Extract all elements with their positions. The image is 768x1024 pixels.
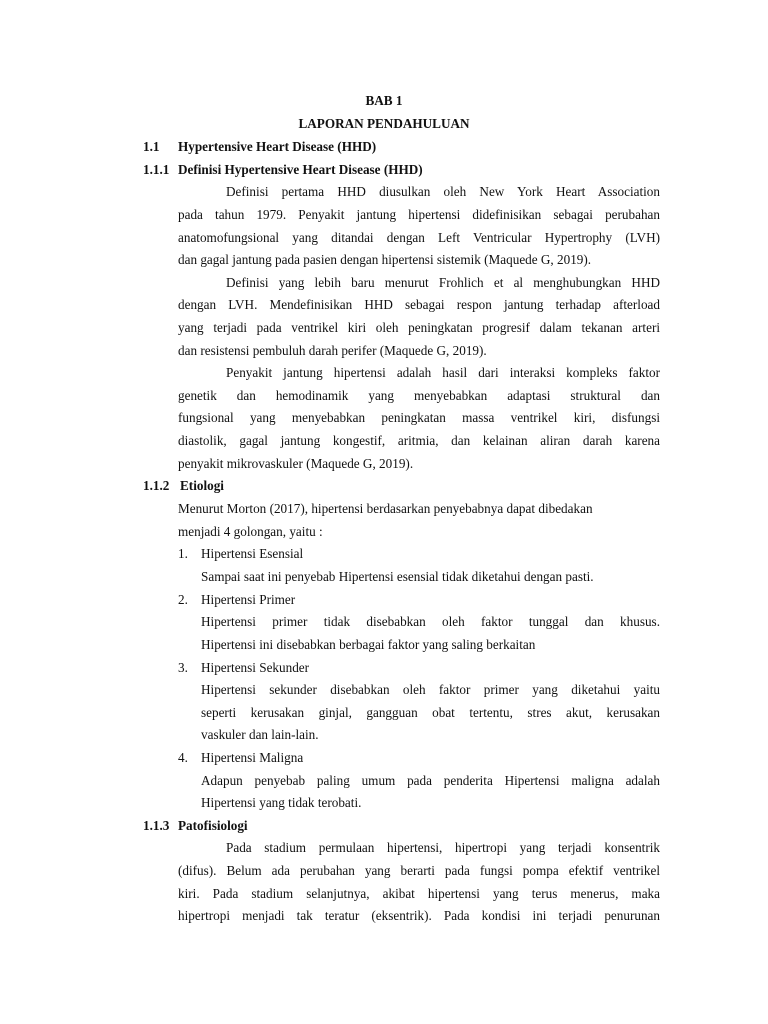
section-1-1-1-title: Definisi Hypertensive Heart Disease (HHD) [178, 162, 423, 177]
list-item-number: 4. [178, 750, 188, 765]
list-item-text: vaskuler dan lain-lain. [201, 727, 319, 742]
chapter-title: LAPORAN PENDAHULUAN [298, 116, 470, 131]
list-item-number: 1. [178, 546, 188, 561]
paragraph-line: Definisi yang lebih baru menurut Frohlich et al menghubungkan HHD [226, 275, 660, 290]
paragraph-line: anatomofungsional yang ditandai dengan Left Ventricular Hypertrophy (LVH) [178, 230, 660, 245]
section-1-1-3-title: Patofisiologi [178, 818, 248, 833]
chapter-number: BAB 1 [365, 93, 403, 108]
list-item-text: Adapun penyebab paling umum pada penderita Hipertensi maligna adalah [201, 773, 660, 788]
section-1-1-2-title: Etiologi [180, 478, 224, 493]
paragraph-line: hipertropi menjadi tak teratur (eksentrik). Pada kondisi ini terjadi penurunan [178, 908, 660, 923]
paragraph-line: dan resistensi pembuluh darah perifer (Maquede G, 2019). [178, 343, 487, 358]
paragraph-line: penyakit mikrovaskuler (Maquede G, 2019). [178, 456, 414, 471]
list-item-text: Hipertensi sekunder disebabkan oleh faktor primer yang diketahui yaitu [201, 682, 660, 697]
paragraph-line: genetik dan hemodinamik yang menyebabkan adaptasi struktural dan [178, 388, 660, 403]
paragraph-line: fungsional yang menyebabkan peningkatan massa ventrikel kiri, disfungsi [178, 410, 660, 425]
paragraph-line: kiri. Pada stadium selanjutnya, akibat hipertensi yang terus menerus, maka [178, 886, 660, 901]
paragraph-line: pada tahun 1979. Penyakit jantung hipertensi didefinisikan sebagai perubahan [178, 207, 660, 222]
paragraph-line: diastolik, gagal jantung kongestif, aritmia, dan kelainan aliran darah karena [178, 433, 660, 448]
paragraph-line: (difus). Belum ada perubahan yang berarti pada fungsi pompa efektif ventrikel [178, 863, 660, 878]
list-item-number: 2. [178, 592, 188, 607]
section-1-1-number: 1.1 [143, 139, 160, 154]
paragraph-line: dengan LVH. Mendefinisikan HHD sebagai respon jantung terhadap afterload [178, 297, 660, 312]
list-item-title: Hipertensi Maligna [201, 750, 304, 765]
list-item-text: Hipertensi ini disebabkan berbagai faktor yang saling berkaitan [201, 637, 536, 652]
list-item-title: Hipertensi Primer [201, 592, 296, 607]
list-item-title: Hipertensi Esensial [201, 546, 304, 561]
list-item-text: Sampai saat ini penyebab Hipertensi esensial tidak diketahui dengan pasti. [201, 569, 594, 584]
section-1-1-title: Hypertensive Heart Disease (HHD) [178, 139, 377, 154]
list-item-text: Hipertensi yang tidak terobati. [201, 795, 362, 810]
list-item-text: Hipertensi primer tidak disebabkan oleh faktor tunggal dan khusus. [201, 614, 660, 629]
list-item-number: 3. [178, 660, 188, 675]
paragraph-line: yang terjadi pada ventrikel kiri oleh peningkatan progresif dalam tekanan arteri [178, 320, 660, 335]
paragraph-line: Penyakit jantung hipertensi adalah hasil dari interaksi kompleks faktor [226, 365, 660, 380]
list-item-title: Hipertensi Sekunder [201, 660, 310, 675]
paragraph-line: Menurut Morton (2017), hipertensi berdasarkan penyebabnya dapat dibedakan [178, 501, 593, 516]
paragraph-line: Definisi pertama HHD diusulkan oleh New York Heart Association [226, 184, 660, 199]
list-item-text: seperti kerusakan ginjal, gangguan obat tertentu, stres akut, kerusakan [201, 705, 660, 720]
paragraph-line: menjadi 4 golongan, yaitu : [178, 524, 323, 539]
section-1-1-3-number: 1.1.3 [143, 818, 170, 833]
paragraph-line: Pada stadium permulaan hipertensi, hipertropi yang terjadi konsentrik [226, 840, 660, 855]
paragraph-line: dan gagal jantung pada pasien dengan hipertensi sistemik (Maquede G, 2019). [178, 252, 592, 267]
section-1-1-2-number: 1.1.2 [143, 478, 170, 493]
section-1-1-1-number: 1.1.1 [143, 162, 170, 177]
